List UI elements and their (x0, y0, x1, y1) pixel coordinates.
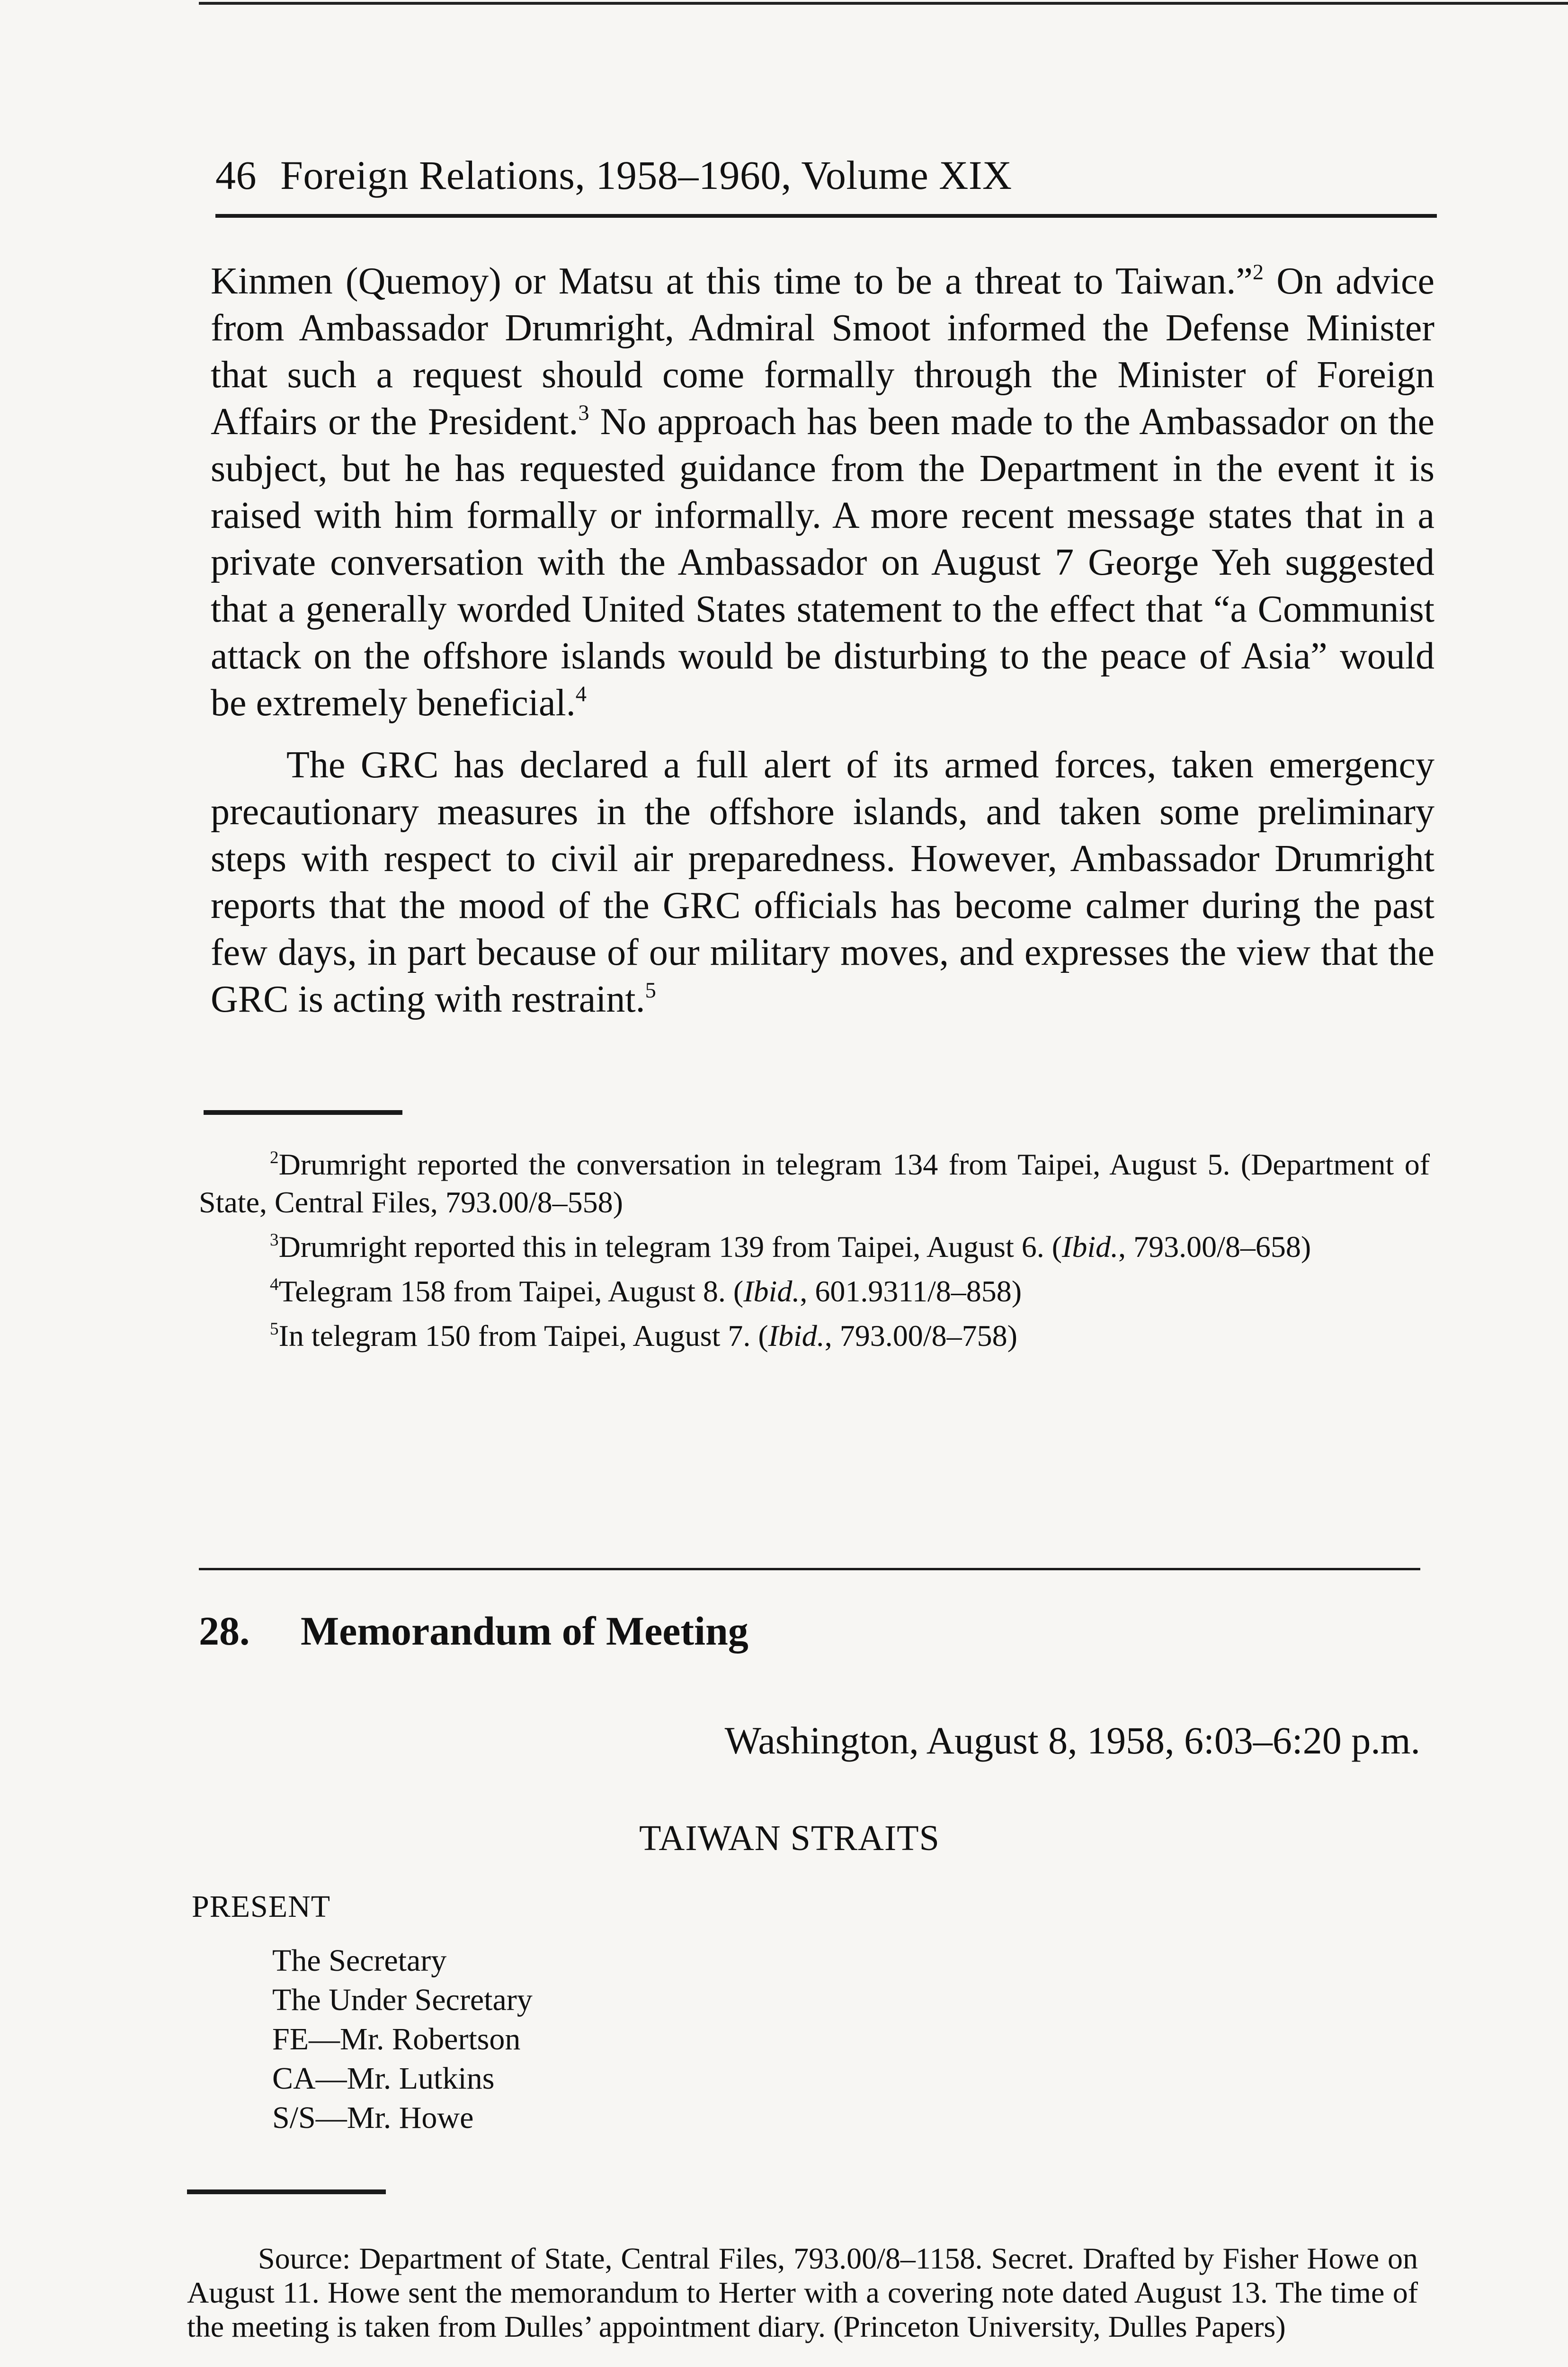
present-label: PRESENT (192, 1889, 331, 1924)
paragraph-2 (211, 742, 1434, 1023)
attendee: The Under Secretary (272, 1983, 533, 2017)
ibid: Ibid. (743, 1274, 800, 1308)
dateline: Washington, August 8, 1958, 6:03–6:20 p.m. (724, 1719, 1420, 1762)
footnote-text: Telegram 158 from Taipei, August 8. ( (278, 1274, 744, 1308)
body-text (211, 258, 1434, 1023)
document-title: Memorandum of Meeting (301, 1608, 748, 1654)
text-run: On advice from Ambassador Drumright, Admiral Smoot informed the Defense Minister that such a request should come formally through the Minister of Foreign Affairs or the President. (211, 260, 1434, 443)
page-top-edge (199, 2, 1568, 5)
footnote-text: , 793.00/8–758) (824, 1319, 1017, 1353)
attendee: S/S—Mr. Howe (272, 2100, 474, 2135)
section-rule (199, 1568, 1420, 1570)
text-run: Kinmen (Quemoy) or Matsu at this time to be a threat to Taiwan.” (211, 260, 1253, 302)
footnote-ref-5[interactable]: 5 (645, 978, 656, 1003)
footnote-ref-2[interactable]: 2 (1252, 260, 1264, 285)
footnote-4 (199, 1272, 1430, 1310)
document-heading (199, 1607, 748, 1655)
footnote-number: 2 (270, 1148, 279, 1167)
source-note: Source: Department of State, Central Files, 793.00/8–1158. Secret. Drafted by Fisher Howe on August 11. Howe sent the memorandum to Herter with a covering note dated August 13. The time of the meeting is taken from Dulles’ appointment diary. (Princeton University, Dulles Papers) (187, 2242, 1418, 2343)
footnote-number: 3 (270, 1230, 279, 1250)
page-number: 46 (215, 152, 257, 198)
footnote-rule (204, 1110, 402, 1115)
attendee: FE—Mr. Robertson (272, 2022, 521, 2056)
ibid: Ibid. (1062, 1230, 1119, 1264)
volume-title: Foreign Relations, 1958–1960, Volume XIX (280, 152, 1012, 198)
footnote-number: 4 (270, 1274, 279, 1294)
footnote-5 (199, 1317, 1430, 1355)
footnotes (199, 1146, 1430, 1355)
footnote-text: Drumright reported this in telegram 139 from Taipei, August 6. ( (278, 1230, 1062, 1264)
attendee: The Secretary (272, 1943, 447, 1978)
footnote-number: 5 (270, 1319, 279, 1339)
footnote-2 (199, 1146, 1430, 1221)
ibid: Ibid. (768, 1319, 825, 1353)
footnote-3 (199, 1228, 1430, 1266)
attendee-list (272, 1941, 533, 2137)
subject-line: TAIWAN STRAITS (639, 1818, 940, 1858)
attendee: CA—Mr. Lutkins (272, 2061, 495, 2096)
footnote-text: , 601.9311/8–858) (800, 1274, 1022, 1308)
paragraph-1 (211, 258, 1434, 727)
footnote-text: In telegram 150 from Taipei, August 7. ( (278, 1319, 768, 1353)
footnote-text: , 793.00/8–658) (1118, 1230, 1311, 1264)
footnote-ref-3[interactable]: 3 (578, 400, 589, 425)
text-run: The GRC has declared a full alert of its armed forces, taken emergency precautionary measures in the offshore islands, and taken some preliminary steps with respect to civil air preparedness. However, Ambassador Drumright reports that the mood of the GRC officials has become calmer during the past few days, in part because of our military moves, and expresses the view that the GRC is acting with restraint. (211, 744, 1434, 1020)
text-run: No approach has been made to the Ambassador on the subject, but he has requested guidance from the Department in the event it is raised with him formally or informally. A more recent message states that in a private conversation with the Ambassador on August 7 George Yeh suggested that a generally worded United States statement to the effect that “a Communist attack on the offshore islands would be disturbing to the peace of Asia” would be extremely beneficial. (211, 401, 1434, 724)
source-note-rule (187, 2189, 386, 2194)
footnote-ref-4[interactable]: 4 (575, 682, 587, 706)
footnote-text: Drumright reported the conversation in telegram 134 from Taipei, August 5. (Department of State, Central Files, 793.00/8–558) (199, 1148, 1430, 1219)
header-rule (215, 214, 1437, 218)
document-number: 28. (199, 1608, 250, 1654)
running-head (215, 151, 1437, 199)
